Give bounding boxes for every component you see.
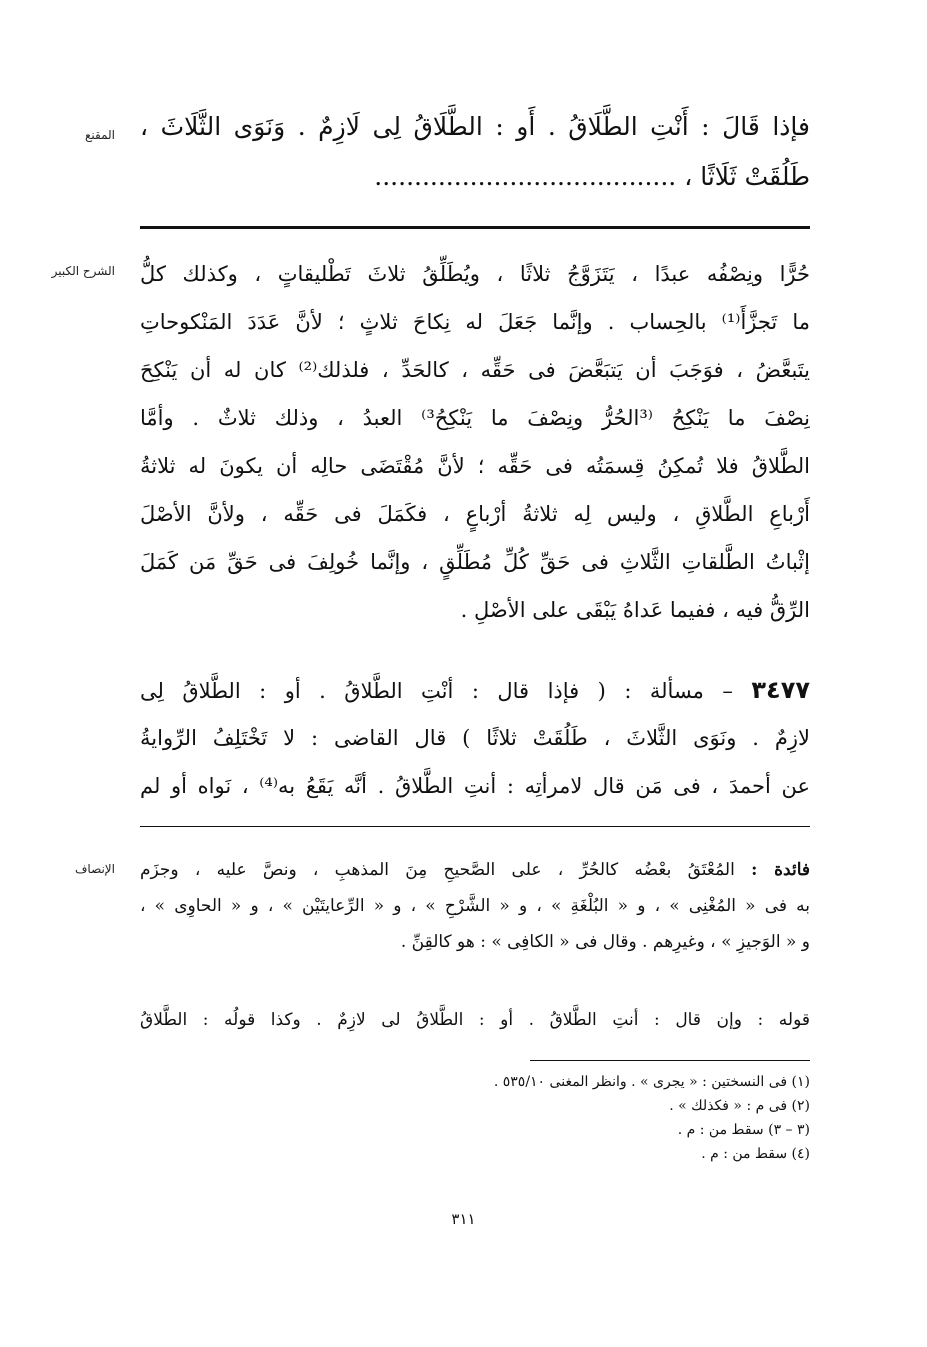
- masala-line-1-text: – مسألة : ( فإذا قال : أنْتِ الطَّلاقُ . أو : الطَّلاقُ لِى: [140, 679, 733, 703]
- footnote-3: (٣ – ٣) سقط من : م .: [677, 1122, 810, 1138]
- sharh-line-8: الرِّقُّ فيه ، ففيما عَداهُ يَبْقَى على الأصْلِ .: [460, 598, 810, 622]
- insaf-line-3: و « الوَجيزِ » ، وغيرِهم . وقال فى « الكافِى » : هو كالقِنِّ .: [400, 932, 810, 952]
- insaf-line-1-text: المُعْتَقُ بعْضُه كالحُرِّ ، على الصَّحيحِ مِنَ المذهبِ ، ونصَّ عليه ، وجزَم: [140, 860, 735, 880]
- page-number: ٣١١: [451, 1210, 476, 1228]
- sharh-line-1: حُرًّا ونِصْفُه عبدًا ، يَتَزَوَّجُ ثلاثًا ، ويُطَلِّقُ ثلاثَ تَطْليقاتٍ ، وكذلك كلُّ: [140, 262, 810, 286]
- sharh-line-4: نِصْفَ ما يَنْكِحُ ⁽³الحُرُّ ونِصْفَ ما يَنْكِحُ³⁾ العبدُ ، وذلك ثلاثٌ . وأمَّا: [140, 406, 810, 430]
- muqni-line-1: فإذا قَالَ : أَنْتِ الطَّلَاقُ . أَو : الطَّلَاقُ لِى لَازِمٌ . وَنَوَى الثَّلَاثَ ،: [140, 112, 810, 141]
- sharh-text: [140, 250, 810, 634]
- sharh-line-7: إثْباتُ الطَّلقاتِ الثَّلاثِ فى حَقِّ كُلِّ مُطَلِّقٍ ، وإنَّما خُولِفَ فى حَقِّ مَن كَمَلَ: [140, 550, 810, 574]
- sharh-line-6: أَرْباعِ الطَّلاقِ ، وليس لِه ثلاثةُ أرْباعٍ ، فكَمَلَ فى حَقِّه ، ولأنَّ الأصْلَ: [140, 502, 810, 526]
- sharh-line-5: الطَّلاقُ فلا تُمكِنُ قِسمَتُه فى حَقِّه ؛ لأنَّ مُقْتَضَى حالِه أن يكونَ له ثلاثةُ: [140, 454, 810, 478]
- footnote-2: (٢) فى م : « فكذلك » .: [669, 1098, 810, 1114]
- margin-label-muqni: المقنع: [84, 128, 115, 142]
- masala-number: ٣٤٧٧: [751, 676, 810, 704]
- insaf-line-2: به فى « المُغْنِى » ، و « البُلْغَةِ » ، و « الشَّرْحِ » ، و « الرِّعايتَيْن » ، و « الحاوِى » ،: [140, 896, 810, 916]
- muqni-line-2: طَلُقَتْ ثَلَاثًا ، ......................................: [374, 162, 810, 191]
- sharh-line-3: يتَبعَّضُ ، فوَجَبَ أن يَتبَعَّضَ فى حَقِّه ، كالحَدِّ ، فلذلك⁽²⁾ كان له أن يَنْكِحَ: [140, 358, 810, 382]
- faida-label: فائدة :: [751, 860, 810, 880]
- qawluh-line: قوله : وإن قال : أنتِ الطَّلاقُ . أو : الطَّلاقُ لى لازِمٌ . وكذا قولُه : الطَّلاقُ: [140, 1010, 810, 1030]
- sharh-line-2: ما تَجزَّأَ⁽¹⁾ بالحِساب . وإنَّما جَعَلَ له نِكاحَ ثلاثٍ ؛ لأنَّ عَدَدَ المَنْكوحاتِ: [140, 310, 810, 334]
- muqni-text: [140, 102, 810, 202]
- margin-label-sharh: الشرح الكبير: [51, 264, 115, 278]
- masala-line-1: [140, 666, 810, 714]
- insaf-text: [140, 852, 810, 960]
- footnotes: [140, 1070, 810, 1166]
- insaf-line-1: [140, 852, 810, 888]
- footnote-4: (٤) سقط من : م .: [701, 1146, 810, 1162]
- footnote-1: (١) فى النسختين : « يجرى » . وانظر المغنى ٥٣٥/١٠ .: [493, 1074, 810, 1090]
- section-divider-thick: [140, 226, 810, 229]
- section-divider-thin: [140, 826, 810, 827]
- footnote-divider: [530, 1060, 810, 1061]
- masala-line-2: لازِمٌ . ونَوَى الثَّلاثَ ، طَلُقَتْ ثلاثًا ) قال القاضى : لا تَخْتَلِفُ الرِّوايةُ: [140, 726, 810, 750]
- margin-label-insaf: الإنصاف: [74, 862, 115, 876]
- insaf-qawluh: [140, 1002, 810, 1038]
- masala-text: [140, 666, 810, 810]
- masala-line-3: عن أحمدَ ، فى مَن قال لامرأتِه : أنتِ الطَّلاقُ . أنَّه يَقَعُ به⁽⁴⁾ ، نَواه أو لم: [140, 774, 810, 798]
